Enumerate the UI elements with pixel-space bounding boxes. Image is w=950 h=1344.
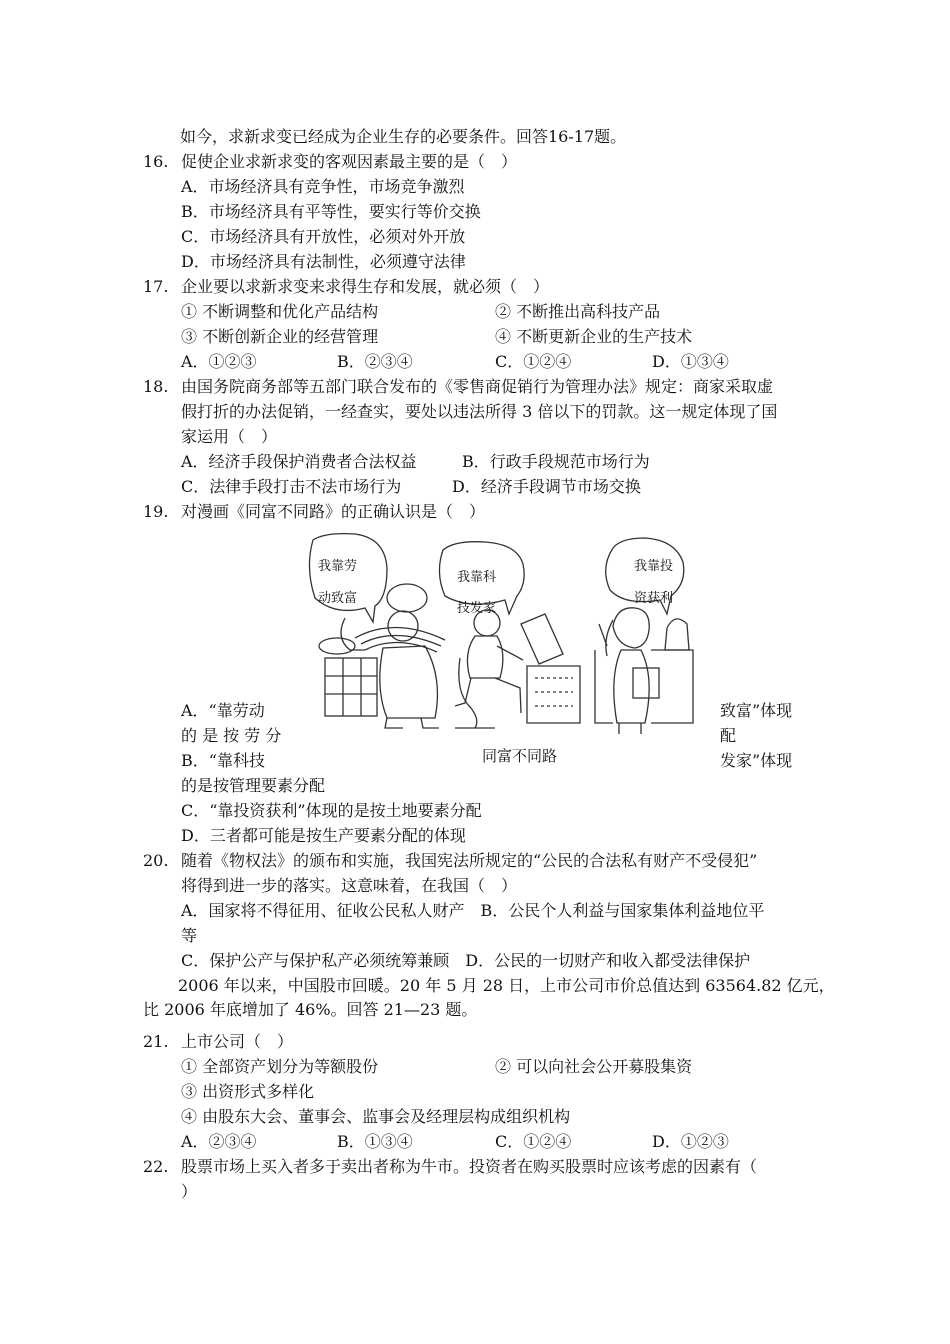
question-stem-line: 由国务院商务部等五部门联合发布的《零售商促销行为管理办法》规定：商家采取虚 (181, 377, 774, 396)
question-number: 22. (143, 1157, 169, 1176)
office-worker-figure (455, 610, 580, 728)
bubble-text: 动致富 (318, 591, 358, 606)
statement-item: ② 可以向社会公开募股集资 (495, 1057, 693, 1076)
question-stem-line: 假打折的办法促销，一经查实，要处以违法所得 3 倍以下的罚款。这一规定体现了国 (181, 402, 778, 421)
question-stem-line: 随着《物权法》的颁布和实施，我国宪法所规定的“公民的合法私有财产不受侵犯” (181, 851, 758, 870)
option-a-left: 的 是 按 劳 分 (181, 726, 282, 745)
option-a-left: A．“靠劳动 (181, 701, 265, 720)
option-a-right: 配 (720, 726, 737, 745)
option-d: D．①③④ (652, 352, 729, 371)
option-a: A．经济手段保护消费者合法权益 (181, 452, 417, 471)
statement-item: ① 全部资产划分为等额股份 (181, 1057, 379, 1076)
option-a: A．②③④ (181, 1132, 257, 1151)
question-stem-line: 家运用（ ） (181, 427, 278, 446)
options-line: 等 (181, 926, 198, 945)
question-stem: 促使企业求新求变的客观因素最主要的是（ ） (181, 152, 518, 171)
speech-bubble-icon (309, 534, 387, 622)
question-number: 21. (143, 1032, 169, 1051)
option-b-line2: 的是按管理要素分配 (181, 776, 326, 795)
intro-text: 比 2006 年底增加了 46%。回答 21—23 题。 (143, 1000, 478, 1019)
option-b: B．②③④ (337, 352, 413, 371)
option-c: C．①②④ (495, 1132, 572, 1151)
question-number: 20. (143, 851, 169, 870)
options-line: A．国家将不得征用、征收公民私人财产 B．公民个人利益与国家集体利益地位平 (181, 901, 765, 920)
cartoon-caption: 同富不同路 (482, 747, 558, 765)
option-b-right: 发家”体现 (720, 751, 793, 770)
bubble-text: 我靠劳 (318, 559, 358, 574)
bubble-text: 资获利 (634, 591, 674, 606)
intro-text: 如今，求新求变已经成为企业生存的必要条件。回答16-17题。 (180, 127, 627, 146)
option-b: B．市场经济具有平等性，要实行等价交换 (181, 202, 481, 221)
bubble-text: 我靠科 (457, 570, 497, 585)
statement-item: ④ 不断更新企业的生产技术 (495, 327, 693, 346)
option-a-right: 致富”体现 (720, 701, 793, 720)
bubble-text: 技发家 (457, 601, 497, 616)
option-c: C．①②④ (495, 352, 572, 371)
business-woman-figure (595, 608, 693, 734)
question-number: 18. (143, 377, 169, 396)
question-stem: 企业要以求新求变来求得生存和发展，就必须（ ） (181, 277, 550, 296)
bubble-text: 我靠投 (634, 559, 674, 574)
statement-item: ③ 出资形式多样化 (181, 1082, 315, 1101)
option-c: C．法律手段打击不法市场行为 (181, 477, 402, 496)
question-stem: 上市公司（ ） (181, 1032, 294, 1051)
option-b-left: B．“靠科技 (181, 751, 265, 770)
question-number: 19. (143, 502, 169, 521)
option-b: B．①③④ (337, 1132, 413, 1151)
option-b: B．行政手段规范市场行为 (462, 452, 650, 471)
option-d: D．市场经济具有法制性，必须遵守法律 (181, 252, 466, 271)
question-stem-line: 将得到进一步的落实。这意味着，在我国（ ） (181, 876, 518, 895)
question-stem-line: 股票市场上买入者多于卖出者称为牛市。投资者在购买股票时应该考虑的因素有（ (181, 1157, 758, 1176)
option-d: D．经济手段调节市场交换 (452, 477, 641, 496)
statement-item: ① 不断调整和优化产品结构 (181, 302, 379, 321)
question-number: 16. (143, 152, 169, 171)
statement-item: ② 不断推出高科技产品 (495, 302, 661, 321)
question-stem: 对漫画《同富不同路》的正确认识是（ ） (181, 502, 486, 521)
option-d: D．三者都可能是按生产要素分配的体现 (181, 826, 466, 845)
question-stem-line: ） (181, 1182, 198, 1201)
option-c: C．“靠投资获利”体现的是按土地要素分配 (181, 801, 482, 820)
option-a: A．①②③ (181, 352, 257, 371)
intro-text: 2006 年以来，中国股市回暖。20 年 5 月 28 日，上市公司市价总值达到 63564.82 亿元， (178, 976, 835, 995)
statement-item: ④ 由股东大会、董事会、监事会及经理层构成组织机构 (181, 1107, 571, 1126)
options-line: C．保护公产与保护私产必须统筹兼顾 D．公民的一切财产和收入都受法律保护 (181, 951, 751, 970)
option-c: C．市场经济具有开放性，必须对外开放 (181, 227, 466, 246)
option-d: D．①②③ (652, 1132, 729, 1151)
option-a: A．市场经济具有竞争性，市场竞争激烈 (181, 177, 465, 196)
statement-item: ③ 不断创新企业的经营管理 (181, 327, 379, 346)
question-number: 17. (143, 277, 169, 296)
